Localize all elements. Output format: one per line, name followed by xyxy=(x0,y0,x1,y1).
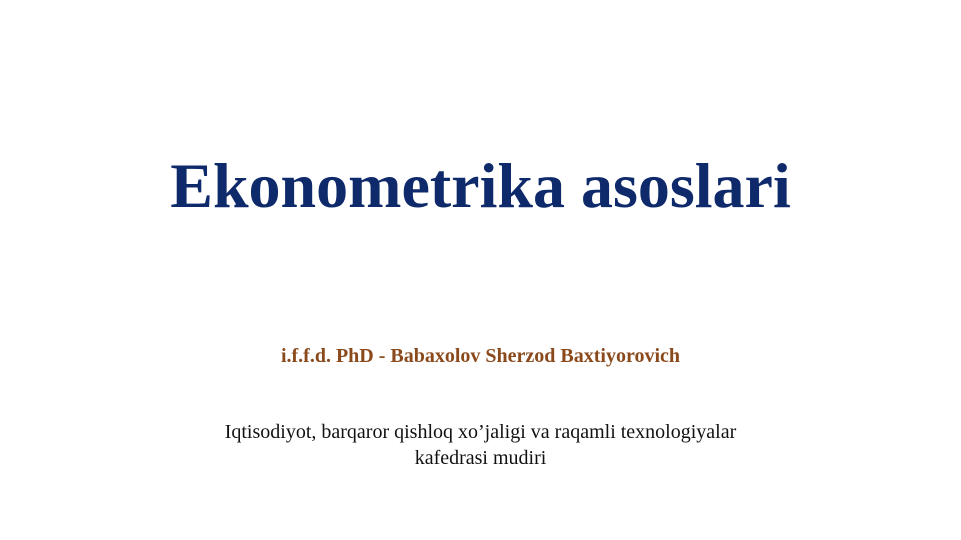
affiliation-line-1: Iqtisodiyot, barqaror qishloq xo’jaligi va raqamli texnologiyalar xyxy=(224,421,737,443)
affiliation-line-2: kafedrasi mudiri xyxy=(414,447,547,469)
author-line: i.f.f.d. PhD - Babaxolov Sherzod Baxtiyorovich xyxy=(280,345,681,367)
slide-title: Ekonometrika asoslari xyxy=(170,150,791,221)
affiliation xyxy=(140,419,821,471)
